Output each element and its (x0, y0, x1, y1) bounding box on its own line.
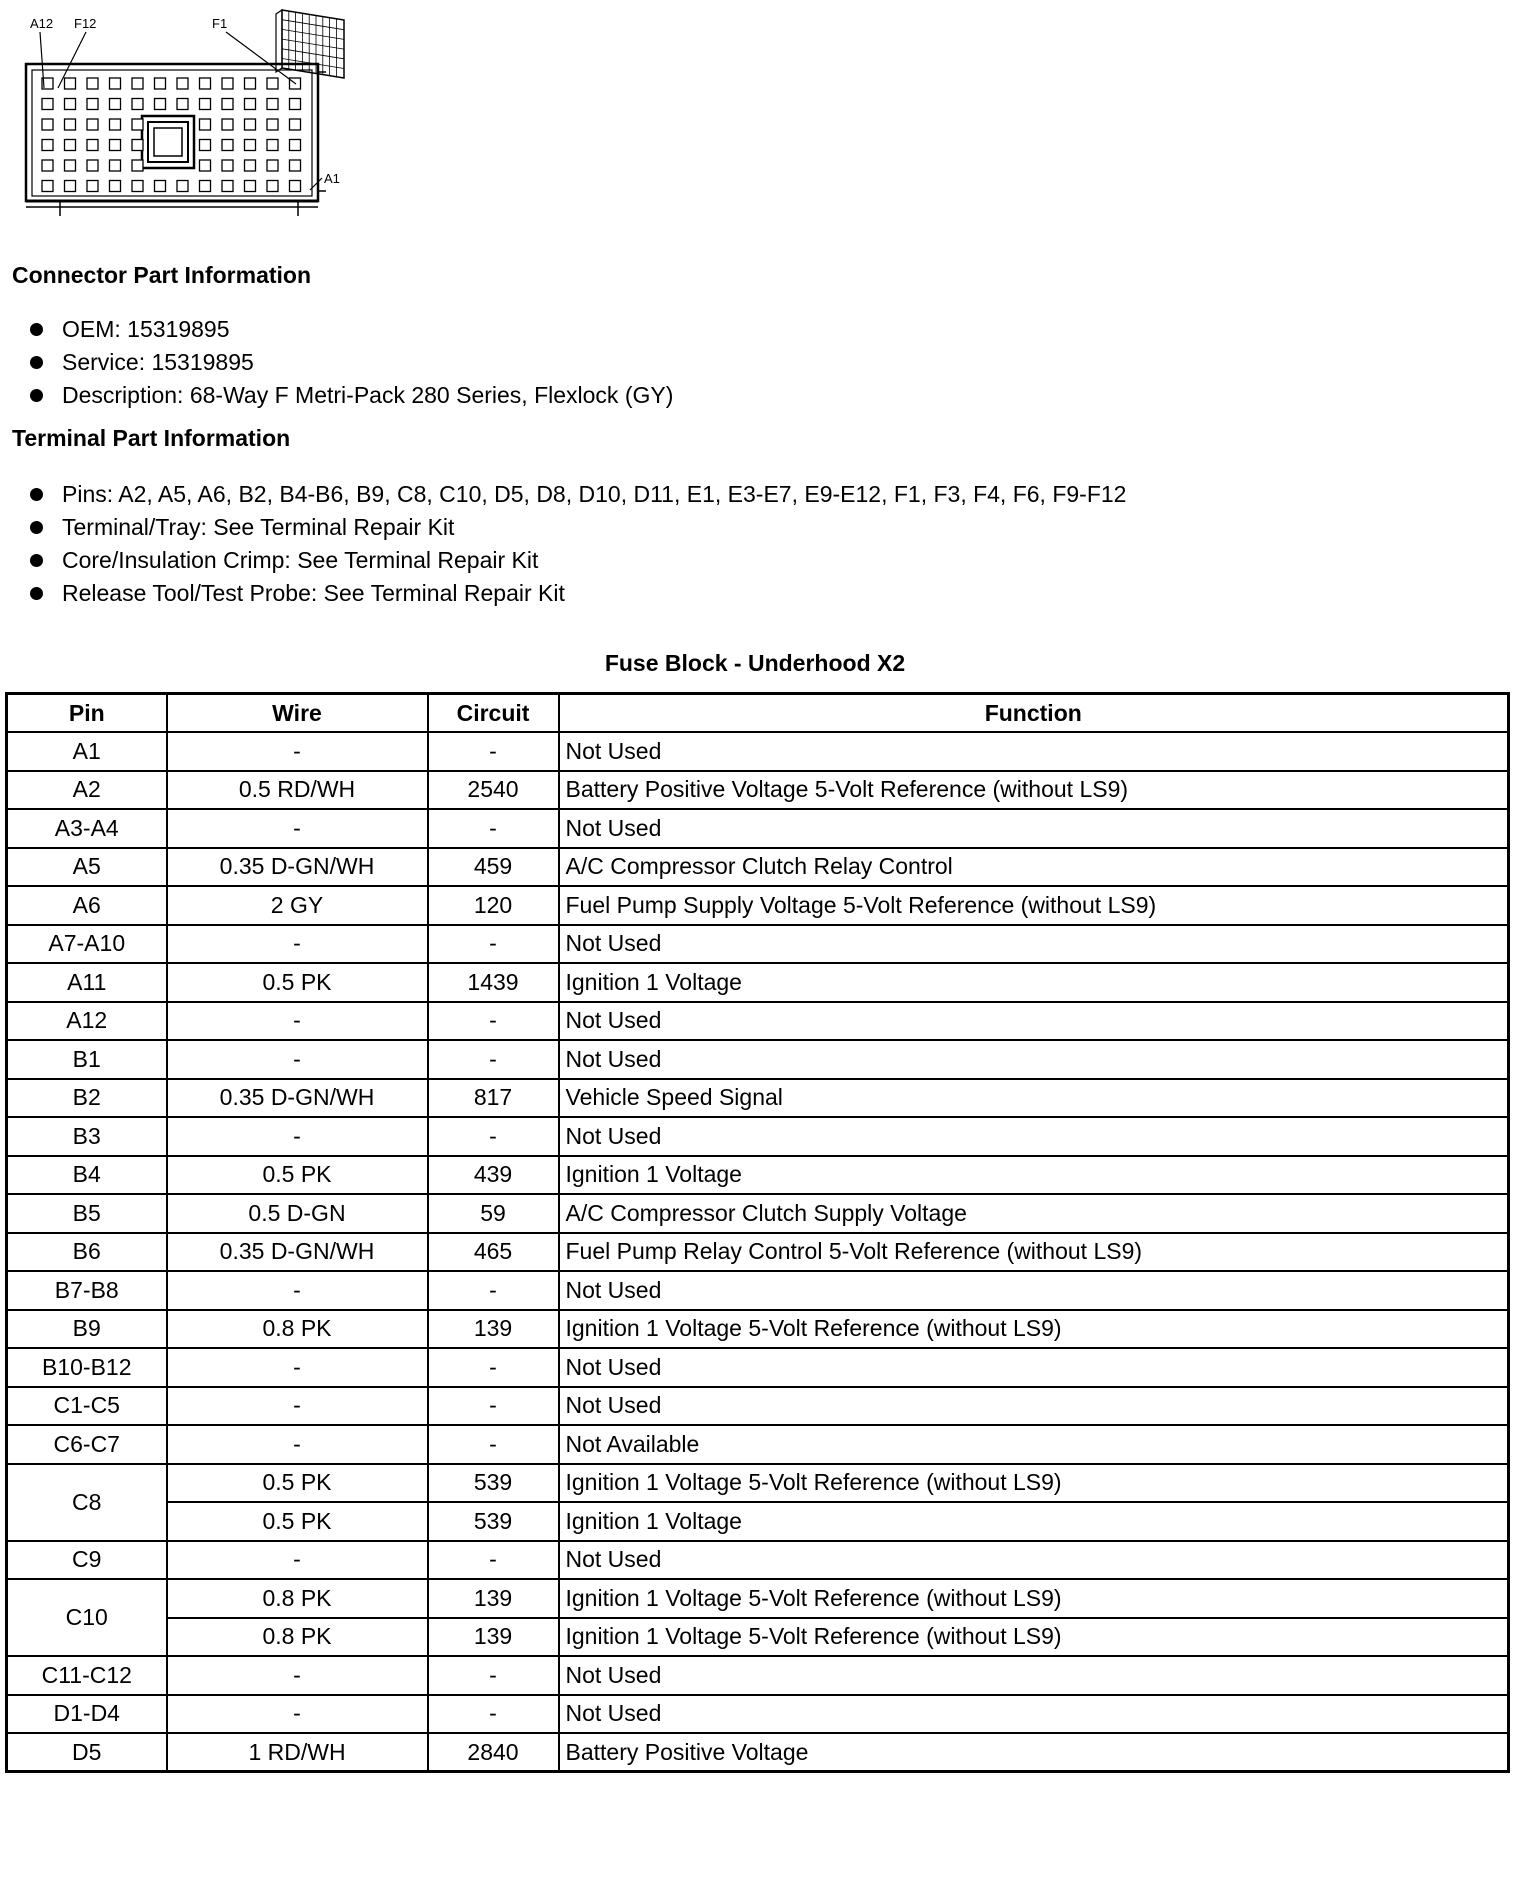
pinout-table (5, 692, 1510, 1773)
connector-info-list (26, 313, 673, 412)
table-row (7, 1502, 1509, 1541)
table-row (7, 1040, 1509, 1079)
wire-cell: - (167, 1425, 428, 1464)
function-cell: Ignition 1 Voltage 5-Volt Reference (without LS9) (559, 1579, 1509, 1618)
pin-cell: B5 (7, 1194, 167, 1233)
wire-cell: 0.35 D-GN/WH (167, 848, 428, 887)
function-cell: Ignition 1 Voltage 5-Volt Reference (without LS9) (559, 1310, 1509, 1349)
wire-cell: 0.8 PK (167, 1618, 428, 1657)
circuit-cell: 59 (428, 1194, 559, 1233)
wire-cell: - (167, 1117, 428, 1156)
pin-cell: B7-B8 (7, 1271, 167, 1310)
pin-cavity (177, 181, 188, 192)
function-cell: Ignition 1 Voltage (559, 963, 1509, 1002)
pin-cavity (267, 99, 278, 110)
table-row (7, 1194, 1509, 1233)
list-item: Release Tool/Test Probe: See Terminal Repair Kit (26, 577, 1126, 610)
pin-cell: B1 (7, 1040, 167, 1079)
circuit-cell: 2840 (428, 1733, 559, 1772)
pin-cavity (177, 78, 188, 89)
wire-cell: 0.35 D-GN/WH (167, 1079, 428, 1118)
function-cell: Not Used (559, 732, 1509, 771)
pin-cavity (245, 119, 256, 130)
table-row (7, 848, 1509, 887)
pin-cavity (132, 181, 143, 192)
pin-cavity (200, 99, 211, 110)
circuit-cell: - (428, 809, 559, 848)
table-row (7, 1656, 1509, 1695)
pin-cavity (65, 78, 76, 89)
pin-cell: C11-C12 (7, 1656, 167, 1695)
connector-face-diagram (14, 6, 354, 216)
list-item: Core/Insulation Crimp: See Terminal Repair Kit (26, 544, 1126, 577)
circuit-cell: - (428, 1656, 559, 1695)
pin-cavity (267, 140, 278, 151)
circuit-cell: 539 (428, 1464, 559, 1503)
pin-cavity (42, 181, 53, 192)
wire-cell: 0.8 PK (167, 1310, 428, 1349)
terminal-info-heading: Terminal Part Information (12, 425, 291, 451)
list-item: Terminal/Tray: See Terminal Repair Kit (26, 511, 1126, 544)
function-cell: Ignition 1 Voltage 5-Volt Reference (without LS9) (559, 1464, 1509, 1503)
table-row (7, 1271, 1509, 1310)
pin-cavity (155, 78, 166, 89)
pin-cavity (245, 99, 256, 110)
pin-cell: B9 (7, 1310, 167, 1349)
table-row (7, 1618, 1509, 1657)
pin-cell: B3 (7, 1117, 167, 1156)
function-cell: Not Used (559, 1271, 1509, 1310)
circuit-cell: - (428, 1117, 559, 1156)
function-cell: Not Used (559, 1387, 1509, 1426)
function-cell: Not Used (559, 1002, 1509, 1041)
pin-cell: A2 (7, 771, 167, 810)
pin-cavity (200, 119, 211, 130)
pin-cavity (110, 160, 121, 171)
circuit-cell: - (428, 732, 559, 771)
pin-cell: C1-C5 (7, 1387, 167, 1426)
pin-cavity (87, 181, 98, 192)
column-header-function: Function (559, 694, 1509, 733)
callout-a1: A1 (324, 171, 340, 186)
circuit-cell: 459 (428, 848, 559, 887)
pin-cavity (290, 140, 301, 151)
pin-cell: B10-B12 (7, 1348, 167, 1387)
pin-cavity (222, 160, 233, 171)
pin-cavity (110, 119, 121, 130)
pin-cavity (42, 140, 53, 151)
table-row (7, 1233, 1509, 1272)
wire-cell: - (167, 1656, 428, 1695)
table-row (7, 1695, 1509, 1734)
circuit-cell: - (428, 1541, 559, 1580)
table-row (7, 1464, 1509, 1503)
pin-cell: A11 (7, 963, 167, 1002)
function-cell: Not Used (559, 1348, 1509, 1387)
table-row (7, 809, 1509, 848)
pin-cavity (42, 99, 53, 110)
function-cell: Not Used (559, 1040, 1509, 1079)
table-row (7, 925, 1509, 964)
pin-cavity (155, 181, 166, 192)
pin-cell: A6 (7, 886, 167, 925)
connector-info-heading: Connector Part Information (12, 262, 312, 288)
function-cell: Fuel Pump Relay Control 5-Volt Reference (without LS9) (559, 1233, 1509, 1272)
pin-cavity (87, 160, 98, 171)
function-cell: Ignition 1 Voltage (559, 1502, 1509, 1541)
pin-cavity (267, 160, 278, 171)
wire-cell: - (167, 1271, 428, 1310)
pin-cell: B4 (7, 1156, 167, 1195)
circuit-cell: - (428, 1695, 559, 1734)
wire-cell: - (167, 809, 428, 848)
wire-cell: 2 GY (167, 886, 428, 925)
function-cell: Not Available (559, 1425, 1509, 1464)
function-cell: Not Used (559, 1117, 1509, 1156)
wire-cell: - (167, 1695, 428, 1734)
wire-cell: - (167, 1040, 428, 1079)
callout-a12: A12 (30, 16, 54, 31)
pin-cell: C9 (7, 1541, 167, 1580)
wire-cell: - (167, 732, 428, 771)
list-item: Service: 15319895 (26, 346, 673, 379)
table-row (7, 1425, 1509, 1464)
terminal-info-list (26, 478, 1126, 610)
function-cell: A/C Compressor Clutch Relay Control (559, 848, 1509, 887)
pin-cavity (110, 140, 121, 151)
pin-cavity (155, 99, 166, 110)
pin-cavity (177, 99, 188, 110)
pin-cavity (65, 119, 76, 130)
function-cell: Fuel Pump Supply Voltage 5-Volt Reference (without LS9) (559, 886, 1509, 925)
wire-cell: - (167, 1002, 428, 1041)
pin-cavity (87, 99, 98, 110)
pin-cavity (200, 181, 211, 192)
circuit-cell: 120 (428, 886, 559, 925)
table-row (7, 732, 1509, 771)
pin-cavity (65, 99, 76, 110)
column-header-circuit: Circuit (428, 694, 559, 733)
pin-cavity (222, 78, 233, 89)
pin-cavity (65, 160, 76, 171)
circuit-cell: - (428, 1002, 559, 1041)
function-cell: Not Used (559, 1541, 1509, 1580)
callout-f12: F12 (74, 16, 97, 31)
circuit-cell: 139 (428, 1579, 559, 1618)
circuit-cell: - (428, 1348, 559, 1387)
pin-cavity (132, 160, 143, 171)
function-cell: Ignition 1 Voltage 5-Volt Reference (without LS9) (559, 1618, 1509, 1657)
pin-cell: C6-C7 (7, 1425, 167, 1464)
pin-cell: A1 (7, 732, 167, 771)
pin-cavity (87, 140, 98, 151)
function-cell: Ignition 1 Voltage (559, 1156, 1509, 1195)
table-row (7, 1541, 1509, 1580)
wire-cell: 0.5 D-GN (167, 1194, 428, 1233)
pin-cavity (132, 140, 143, 151)
pin-cavity (42, 119, 53, 130)
circuit-cell: 2540 (428, 771, 559, 810)
pin-cavity (132, 119, 143, 130)
function-cell: Not Used (559, 925, 1509, 964)
circuit-cell: - (428, 1425, 559, 1464)
pin-cavity (222, 140, 233, 151)
function-cell: Battery Positive Voltage (559, 1733, 1509, 1772)
pin-cell: B2 (7, 1079, 167, 1118)
pin-cell: A12 (7, 1002, 167, 1041)
pin-cavity (200, 160, 211, 171)
table-row (7, 771, 1509, 810)
pin-cavity (200, 78, 211, 89)
pin-cavity (290, 99, 301, 110)
function-cell: Not Used (559, 1656, 1509, 1695)
table-header-row (7, 694, 1509, 733)
table-row (7, 1310, 1509, 1349)
thumbnail-grid-line (282, 39, 344, 49)
function-cell: A/C Compressor Clutch Supply Voltage (559, 1194, 1509, 1233)
pin-cavity (290, 160, 301, 171)
pin-cell: C8 (7, 1464, 167, 1541)
thumbnail-grid-line (282, 20, 344, 30)
table-row (7, 886, 1509, 925)
pin-cell: A3-A4 (7, 809, 167, 848)
function-cell: Not Used (559, 809, 1509, 848)
pin-cavity (42, 160, 53, 171)
pin-cavity (132, 99, 143, 110)
pin-cavity (87, 78, 98, 89)
pin-cavity (245, 181, 256, 192)
pin-cavity (290, 119, 301, 130)
pin-cavity (65, 140, 76, 151)
table-row (7, 1579, 1509, 1618)
column-header-wire: Wire (167, 694, 428, 733)
pin-cavity (222, 181, 233, 192)
thumbnail-grid-line (282, 49, 344, 59)
wire-cell: 0.5 PK (167, 1502, 428, 1541)
pin-cavity (110, 78, 121, 89)
pin-cell: A7-A10 (7, 925, 167, 964)
pin-cavity (200, 140, 211, 151)
circuit-cell: 139 (428, 1618, 559, 1657)
thumbnail-grid-line (282, 29, 344, 39)
column-header-pin: Pin (7, 694, 167, 733)
circuit-cell: 817 (428, 1079, 559, 1118)
pin-cavity (290, 181, 301, 192)
circuit-cell: 439 (428, 1156, 559, 1195)
table-row (7, 1117, 1509, 1156)
wire-cell: 0.35 D-GN/WH (167, 1233, 428, 1272)
function-cell: Vehicle Speed Signal (559, 1079, 1509, 1118)
function-cell: Battery Positive Voltage 5-Volt Reference (without LS9) (559, 771, 1509, 810)
wire-cell: 1 RD/WH (167, 1733, 428, 1772)
pin-cavity (222, 119, 233, 130)
list-item: OEM: 15319895 (26, 313, 673, 346)
pin-cavity (267, 78, 278, 89)
table-title: Fuse Block - Underhood X2 (604, 650, 906, 676)
list-item: Description: 68-Way F Metri-Pack 280 Series, Flexlock (GY) (26, 379, 673, 412)
pin-cavity (245, 160, 256, 171)
wire-cell: 0.5 PK (167, 1156, 428, 1195)
list-item: Pins: A2, A5, A6, B2, B4-B6, B9, C8, C10, D5, D8, D10, D11, E1, E3-E7, E9-E12, F1, F3, F4, F6, F9-F12 (26, 478, 1126, 511)
pin-cavity (245, 78, 256, 89)
table-row (7, 1079, 1509, 1118)
pin-cavity (110, 99, 121, 110)
wire-cell: - (167, 925, 428, 964)
pin-cavity (267, 181, 278, 192)
wire-cell: 0.8 PK (167, 1579, 428, 1618)
wire-cell: - (167, 1348, 428, 1387)
circuit-cell: 1439 (428, 963, 559, 1002)
pin-cell: C10 (7, 1579, 167, 1656)
pin-cavity (132, 78, 143, 89)
wire-cell: 0.5 PK (167, 963, 428, 1002)
circuit-cell: 139 (428, 1310, 559, 1349)
pin-cell: D1-D4 (7, 1695, 167, 1734)
function-cell: Not Used (559, 1695, 1509, 1734)
pin-cavity (245, 140, 256, 151)
pin-cavity (65, 181, 76, 192)
circuit-cell: 465 (428, 1233, 559, 1272)
table-row (7, 1733, 1509, 1772)
wire-cell: 0.5 PK (167, 1464, 428, 1503)
circuit-cell: - (428, 1387, 559, 1426)
table-row (7, 1156, 1509, 1195)
pin-cell: D5 (7, 1733, 167, 1772)
table-row (7, 1348, 1509, 1387)
circuit-cell: 539 (428, 1502, 559, 1541)
circuit-cell: - (428, 1271, 559, 1310)
pin-cavity (87, 119, 98, 130)
table-row (7, 1002, 1509, 1041)
wire-cell: - (167, 1541, 428, 1580)
wire-cell: - (167, 1387, 428, 1426)
callout-f1: F1 (212, 16, 228, 31)
pin-cell: A5 (7, 848, 167, 887)
pin-cavity (110, 181, 121, 192)
circuit-cell: - (428, 1040, 559, 1079)
circuit-cell: - (428, 925, 559, 964)
pin-cell: B6 (7, 1233, 167, 1272)
pin-cavity (267, 119, 278, 130)
pin-cavity (222, 99, 233, 110)
wire-cell: 0.5 RD/WH (167, 771, 428, 810)
table-row (7, 1387, 1509, 1426)
table-row (7, 963, 1509, 1002)
